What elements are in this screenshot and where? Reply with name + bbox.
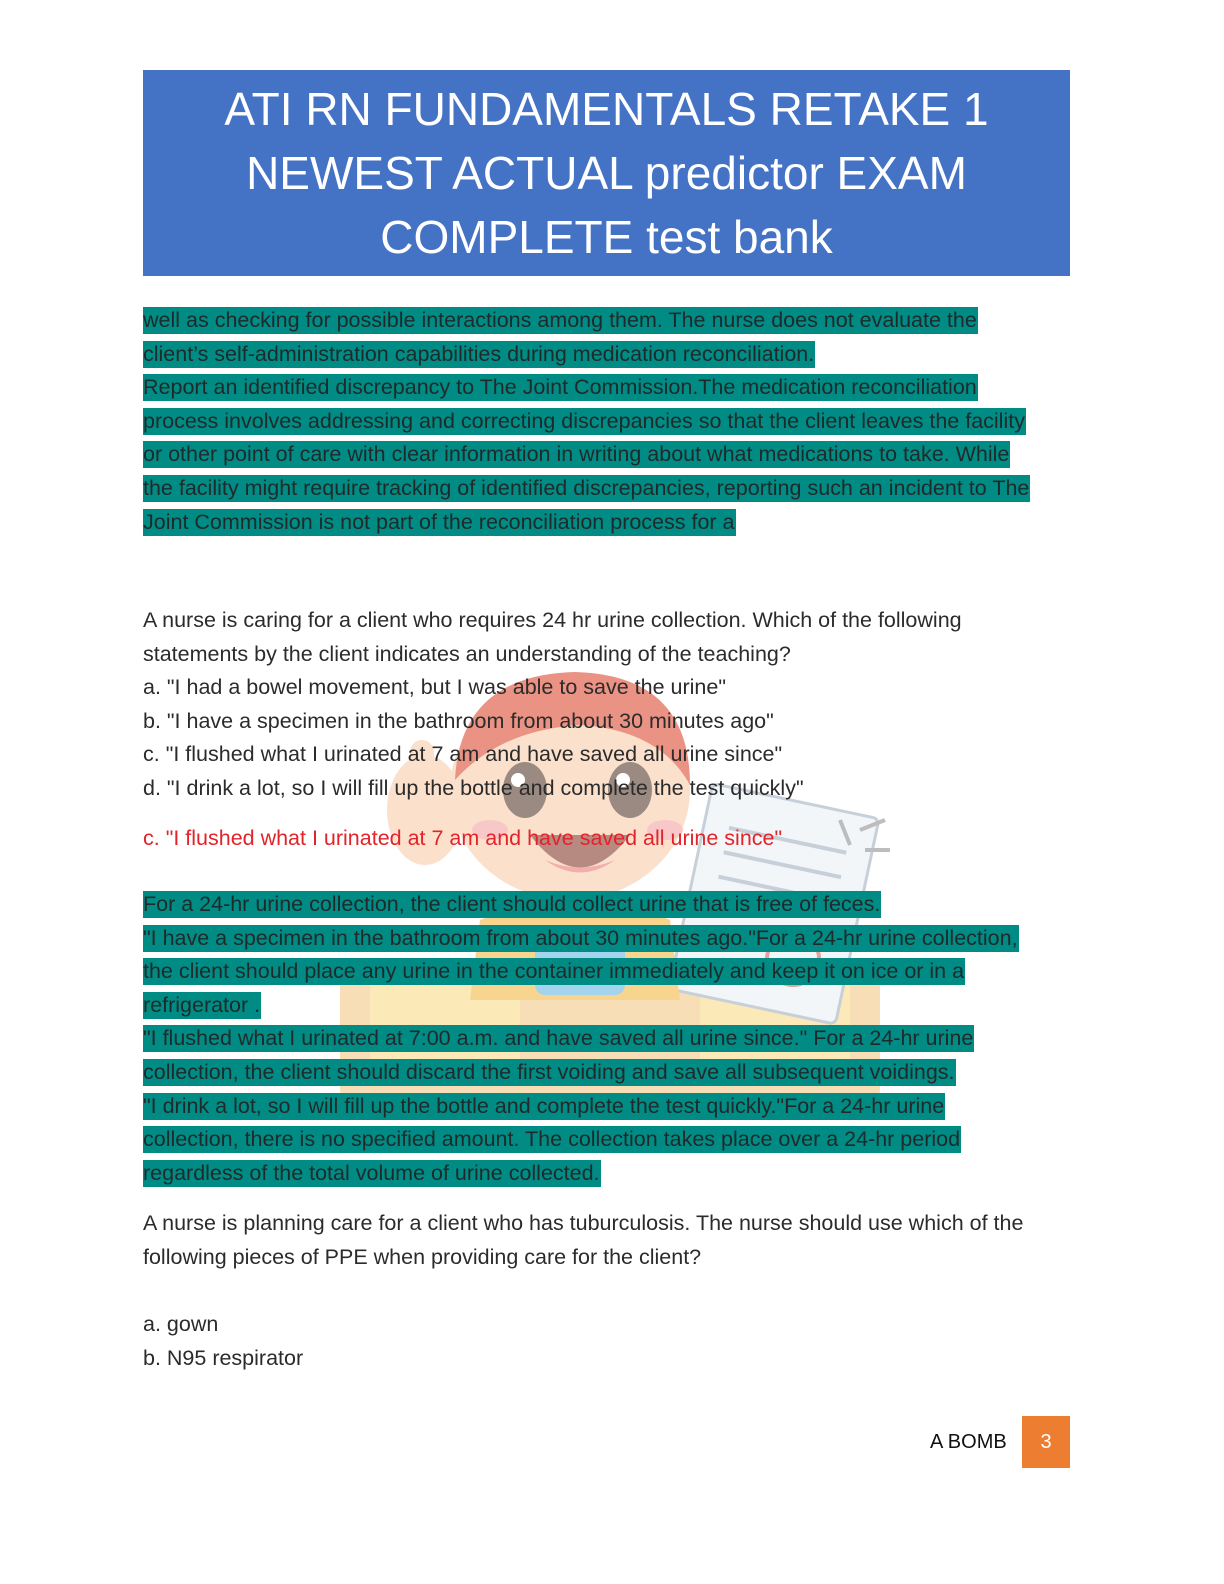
- text-line: collection, the client should discard the first voiding and save all subsequent voidings.: [143, 1059, 955, 1084]
- question-urine-collection: [143, 604, 1073, 806]
- text-line: Joint Commission is not part of the reconciliation process for a: [143, 509, 735, 534]
- title-line-1: ATI RN FUNDAMENTALS RETAKE 1: [224, 83, 989, 135]
- text-line: the client should place any urine in the container immediately and keep it on ice or in a: [143, 959, 965, 984]
- text-line: "I flushed what I urinated at 7:00 a.m. and have saved all urine since." For a 24-hr urine: [143, 1026, 974, 1051]
- title-line-2: NEWEST ACTUAL predictor EXAM: [246, 147, 967, 199]
- question-text: following pieces of PPE when providing care for the client?: [143, 1244, 702, 1269]
- option-a: a. gown: [143, 1312, 219, 1336]
- footer-label: A BOMB: [930, 1431, 1007, 1453]
- rationale-block-medication: [143, 304, 1073, 539]
- text-line: regardless of the total volume of urine collected.: [143, 1160, 600, 1185]
- title-banner: [143, 70, 1070, 276]
- option-b: b. "I have a specimen in the bathroom from about 30 minutes ago": [143, 708, 774, 733]
- rationale-block-urine: [143, 888, 1073, 1190]
- question-text: statements by the client indicates an understanding of the teaching?: [143, 641, 791, 666]
- text-line: For a 24-hr urine collection, the client should collect urine that is free of feces.: [143, 892, 881, 916]
- text-line: collection, there is no specified amount. The collection takes place over a 24-hr period: [143, 1127, 961, 1152]
- option-d: d. "I drink a lot, so I will fill up the bottle and complete the test quickly": [143, 775, 804, 800]
- question-text: A nurse is caring for a client who requires 24 hr urine collection. Which of the following: [143, 608, 962, 632]
- title-line-3: COMPLETE test bank: [380, 211, 833, 263]
- text-line: process involves addressing and correcting discrepancies so that the client leaves the facility: [143, 408, 1025, 433]
- question-tuberculosis: [143, 1207, 1073, 1274]
- option-b: b. N95 respirator: [143, 1345, 304, 1370]
- page-number-badge: 3: [1022, 1416, 1070, 1468]
- answer-block: [143, 822, 1073, 856]
- text-line: Report an identified discrepancy to The Joint Commission.The medication reconciliation: [143, 375, 977, 400]
- option-c: c. "I flushed what I urinated at 7 am and have saved all urine since": [143, 742, 783, 767]
- correct-answer: c. "I flushed what I urinated at 7 am and have saved all urine since": [143, 826, 783, 850]
- text-line: the facility might require tracking of identified discrepancies, reporting such an incident to The: [143, 475, 1030, 500]
- text-line: well as checking for possible interactions among them. The nurse does not evaluate the: [143, 308, 977, 332]
- question-text: A nurse is planning care for a client who has tuburculosis. The nurse should use which of the: [143, 1211, 1024, 1235]
- text-line: client’s self-administration capabilities during medication reconciliation.: [143, 341, 815, 366]
- text-line: refrigerator .: [143, 992, 261, 1017]
- option-a: a. "I had a bowel movement, but I was able to save the urine": [143, 675, 726, 700]
- text-line: "I have a specimen in the bathroom from about 30 minutes ago."For a 24-hr urine collection,: [143, 925, 1018, 950]
- text-line: "I drink a lot, so I will fill up the bottle and complete the test quickly."For a 24-hr urine: [143, 1093, 945, 1118]
- question-tuberculosis-options: [143, 1308, 1073, 1375]
- text-line: or other point of care with clear information in writing about what medications to take. While: [143, 442, 1010, 467]
